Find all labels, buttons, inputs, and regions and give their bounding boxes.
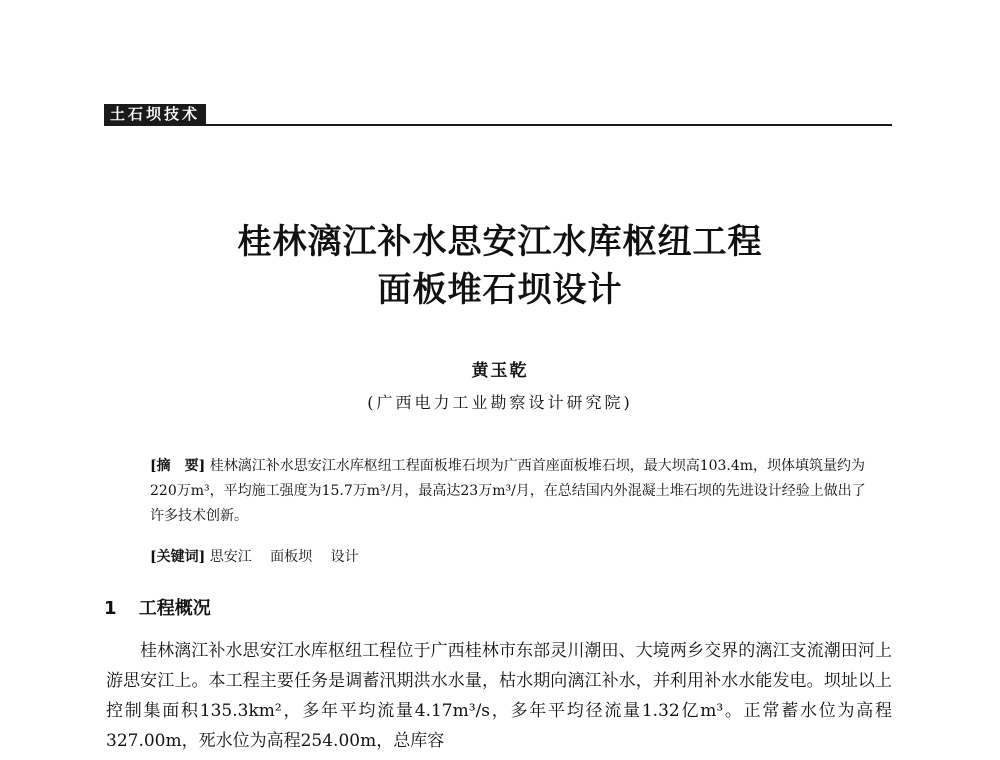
journal-section-label: 土石坝技术 [104,104,206,124]
keyword: 设计 [330,549,359,565]
keywords [150,546,373,566]
author: 黄玉乾 [471,361,529,381]
section-title: 工程概况 [138,598,211,619]
section-number: 1 [104,598,117,619]
abstract-text: 桂林漓江补水思安江水库枢纽工程面板堆石坝为广西首座面板堆石坝，最大坝高103.4m，坝体填筑量约为220万m³，平均施工强度为15.7万m³/月，最高达23万m³/月，在总结国内外混凝土堆石坝的先进设计经验上做出了许多技术创新。 [150,458,866,524]
keyword: 思安江 [209,549,252,565]
abstract [150,454,870,529]
keyword: 面板坝 [270,549,313,565]
section-heading [104,594,211,620]
affiliation: (广西电力工业勘察设计研究院) [367,393,633,412]
body-text [106,636,892,756]
abstract-label: [摘 要] [150,458,206,474]
paragraph: 桂林漓江补水思安江水库枢纽工程位于广西桂林市东部灵川潮田、大境两乡交界的漓江支流潮田河上游思安江上。本工程主要任务是调蓄汛期洪水水量，枯水期向漓江补水，并利用补水水能发电。坝址以上控制集面积135.3km²，多年平均流量4.17m³/s，多年平均径流量1.32亿m³。正常蓄水位为高程327.00m，死水位为高程254.00m，总库容 [106,641,892,751]
keywords-label: [关键词] [150,549,206,565]
paper-title-line-2: 面板堆石坝设计 [377,270,623,310]
section-header-bar [104,104,892,126]
header-rule [104,124,892,126]
paper-title-line-1: 桂林漓江补水思安江水库枢纽工程 [237,222,763,262]
